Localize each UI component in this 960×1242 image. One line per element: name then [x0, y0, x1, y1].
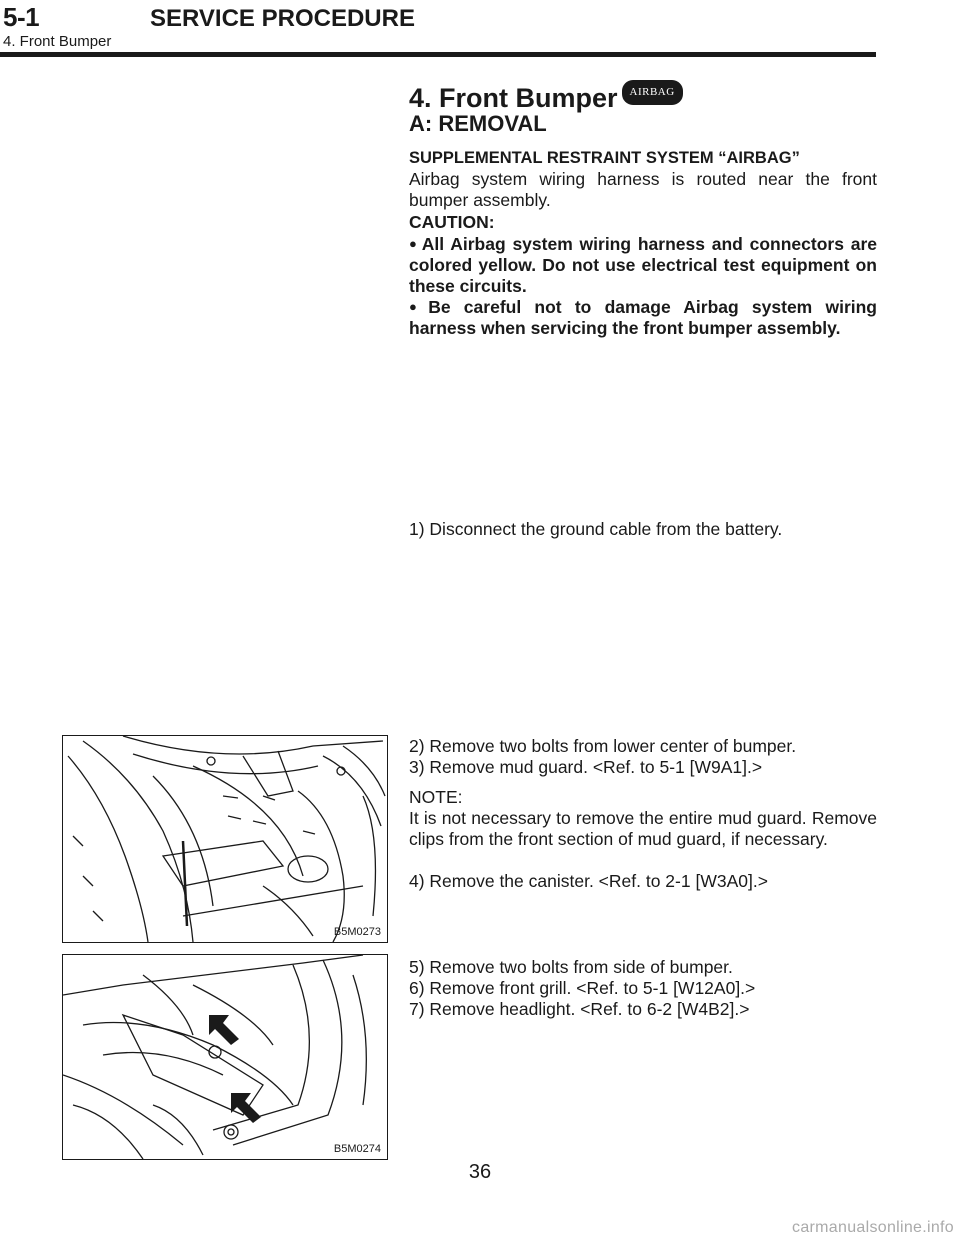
- step-2: 2) Remove two bolts from lower center of bumper.: [409, 736, 797, 756]
- figure-id: B5M0274: [333, 1143, 381, 1155]
- caution-item: ● Be careful not to damage Airbag system wiring harness when servicing the front bumper assembly.: [409, 297, 877, 338]
- section-number: 5-1: [3, 2, 40, 32]
- figure-b5m0273: [62, 735, 388, 943]
- airbag-badge: AIRBAG: [622, 80, 683, 105]
- watermark: carmanualsonline.info: [792, 1219, 954, 1236]
- step-7: 7) Remove headlight. <Ref. to 6-2 [W4B2].>: [409, 999, 750, 1019]
- step-4: 4) Remove the canister. <Ref. to 2-1 [W3A0].>: [409, 871, 768, 891]
- step-5: 5) Remove two bolts from side of bumper.: [409, 957, 733, 977]
- bullet-icon: ●: [409, 236, 419, 251]
- bumper-side-illustration: [63, 955, 387, 1159]
- note-text: It is not necessary to remove the entire mud guard. Remove clips from the front section of mud guard, if necessary.: [409, 808, 877, 849]
- step-3: 3) Remove mud guard. <Ref. to 5-1 [W9A1].>: [409, 757, 763, 777]
- header-subtitle: 4. Front Bumper: [3, 33, 112, 50]
- figure-id: B5M0273: [333, 926, 381, 938]
- arrow-icon: [209, 1015, 239, 1045]
- srs-text: Airbag system wiring harness is routed near the front bumper assembly.: [409, 169, 877, 210]
- figure-b5m0274: [62, 954, 388, 1160]
- underbody-illustration: [63, 736, 387, 942]
- caution-item: ● All Airbag system wiring harness and connectors are colored yellow. Do not use electrical test equipment on these circuits.: [409, 234, 877, 296]
- step-6: 6) Remove front grill. <Ref. to 5-1 [W12A0].>: [409, 978, 756, 998]
- caution-label: CAUTION:: [409, 212, 495, 232]
- page-title: 4. Front Bumper: [409, 83, 618, 113]
- bullet-icon: ●: [409, 299, 426, 314]
- arrow-icon: [231, 1093, 261, 1123]
- section-subheading: A: REMOVAL: [409, 111, 547, 136]
- page-number: 36: [468, 1161, 492, 1183]
- note-label: NOTE:: [409, 787, 463, 807]
- header-title: SERVICE PROCEDURE: [150, 5, 415, 32]
- main-heading: [409, 80, 877, 113]
- step-1: 1) Disconnect the ground cable from the battery.: [409, 519, 783, 539]
- header-rule: [0, 52, 876, 57]
- srs-title: SUPPLEMENTAL RESTRAINT SYSTEM “AIRBAG”: [409, 149, 800, 167]
